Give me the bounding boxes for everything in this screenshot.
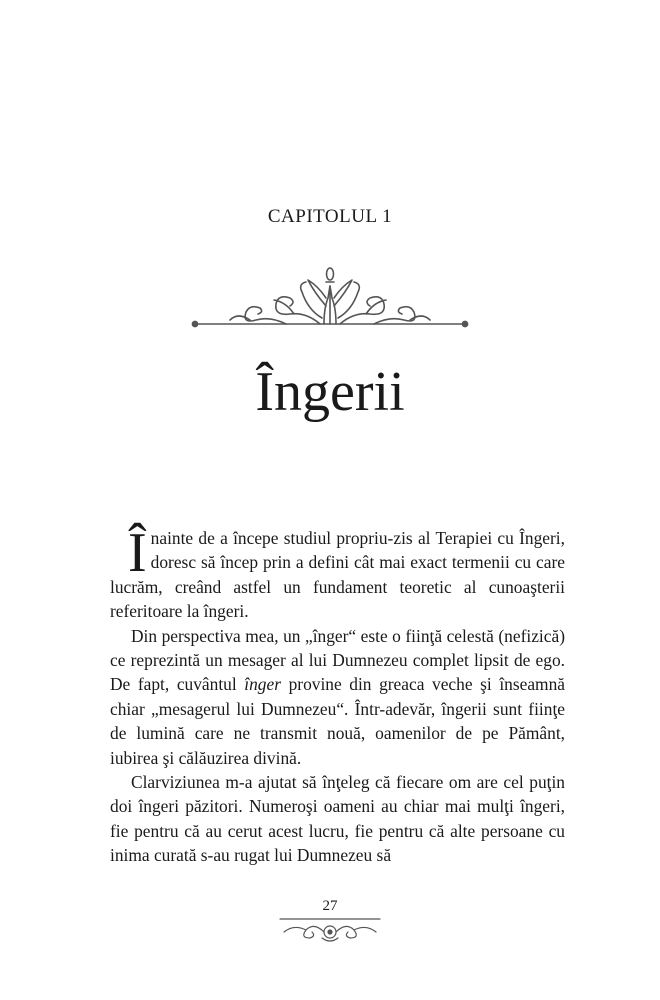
chapter-ornament-icon (190, 262, 470, 334)
paragraph-2-text-before: Din perspectiva mea, un „înger“ este o fiinţă celestă (nefizică) ce reprezintă un mesager al lui Dumnezeu complet lipsit de ego. De fapt, cuvântul (110, 625, 565, 695)
paragraph-1 (110, 522, 565, 624)
page-number: 27 (322, 898, 338, 914)
dropcap-letter: Î (128, 522, 147, 584)
body-text (110, 522, 565, 868)
paragraph-3: Clarviziunea m-a ajutat să înţeleg că fiecare om are cel puţin doi îngeri păzitori. Numeroşi oameni au chiar mai mulţi îngeri, fie pentru că au cerut acest lucru, fie pentru că alte persoane cu inima curată s-au rugat lui Dumnezeu să (110, 772, 565, 866)
paragraph-2-italic-word: înger (244, 674, 281, 695)
paragraph-1-text: nainte de a începe studiul propriu-zis al Terapiei cu Îngeri, doresc să încep prin a defini cât mai exact termenii cu care lucrăm, creând astfel un fundament teoretic al cunoaşterii referitoare la îngeri. (110, 528, 565, 622)
footer-ornament-icon (270, 916, 390, 946)
paragraph-2-text-after: provine din greaca veche şi înseamnă chiar „mesagerul lui Dumnezeu“. Într-adevăr, îngerii sunt fiinţe de lumină care ne transmit nouă, oamenilor de pe Pământ, iubirea şi călăuzirea divină. (110, 674, 565, 768)
chapter-label: CAPITOLUL 1 (267, 206, 393, 227)
paragraph-2 (110, 624, 565, 770)
chapter-title: Îngerii (255, 361, 405, 423)
